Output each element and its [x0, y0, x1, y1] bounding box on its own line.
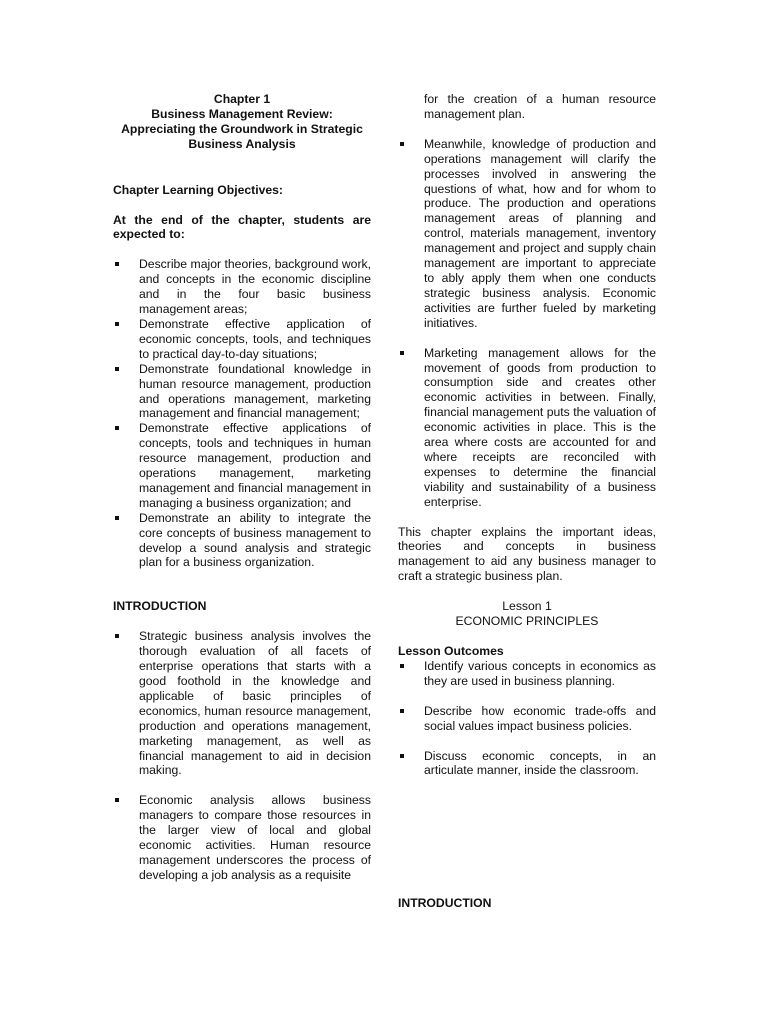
lesson-outcomes-list: [398, 659, 656, 778]
list-item: Marketing management allows for the movement of goods from production to consumption side and creates other economic activities in between. Finally, financial management puts the valuation of economic activities in place. This is the area where costs are accounted for and where receipts are reconciled with expenses to determine the financial viability and sustainability of a business enterprise.: [398, 346, 656, 510]
chapter-title-line-1: Business Management Review:: [151, 106, 333, 121]
bullet-icon: [115, 262, 119, 266]
bullet-icon: [115, 322, 119, 326]
lesson-introduction-heading: INTRODUCTION: [398, 896, 492, 911]
list-item: Identify various concepts in economics as they are used in business planning.: [398, 659, 656, 689]
list-item: Describe major theories, background work, and concepts in the economic discipline and in the four basic business management areas;: [113, 257, 371, 317]
chapter-title-block: [113, 92, 371, 152]
bullet-icon: [400, 709, 404, 713]
lesson-title-block: [398, 599, 656, 629]
objectives-intro: At the end of the chapter, students are expected to:: [113, 212, 371, 242]
objectives-heading: Chapter Learning Objectives:: [113, 182, 283, 197]
right-column: [398, 92, 656, 911]
list-item: Strategic business analysis involves the thorough evaluation of all facets of enterprise operations that starts with a good foothold in the knowledge and applicable of basic principles of economics, human resource management, production and operations management, marketing management, as well as financial management to aid in decision making.: [113, 629, 371, 778]
left-column: [113, 92, 371, 883]
list-item: Demonstrate foundational knowledge in human resource management, production and operations management, marketing management and financial management;: [113, 362, 371, 422]
bullet-icon: [115, 367, 119, 371]
list-item-continuation: for the creation of a human resource management plan.: [424, 92, 656, 121]
list-item: Demonstrate an ability to integrate the core concepts of business management to develop a sound analysis and strategic plan for a business organization.: [113, 511, 371, 571]
introduction-heading: INTRODUCTION: [113, 599, 207, 614]
objectives-list: [113, 257, 371, 570]
list-item: Demonstrate effective application of economic concepts, tools, and techniques to practical day-to-day situations;: [113, 317, 371, 362]
list-item: Economic analysis allows business managers to compare those resources in the larger view of local and global economic activities. Human resource management underscores the process of developing a job analysis as a requisite: [113, 793, 371, 882]
bullet-icon: [115, 634, 119, 638]
list-item: Demonstrate effective applications of concepts, tools and techniques in human resource management, production and operations management, marketing management and financial management in managing a business organization; and: [113, 421, 371, 510]
bullet-icon: [115, 426, 119, 430]
bullet-icon: [400, 351, 404, 355]
bullet-icon: [115, 798, 119, 802]
list-item: Discuss economic concepts, in an articulate manner, inside the classroom.: [398, 749, 656, 779]
chapter-title-line-3: Business Analysis: [188, 136, 296, 151]
chapter-title-line-2: Appreciating the Groundwork in Strategic: [121, 121, 363, 136]
lesson-outcomes-heading: Lesson Outcomes: [398, 644, 504, 658]
bullet-icon: [400, 664, 404, 668]
lesson-number: Lesson 1: [502, 599, 552, 614]
continuation-list: [398, 92, 656, 510]
list-item: Meanwhile, knowledge of production and operations management will clarify the processes involved in answering the questions of what, how and for whom to produce. The production and operations management areas of planning and control, materials management, inventory management and project and supply chain management are important to appreciate to ably apply them when one conducts strategic business analysis. Economic activities are further fueled by marketing initiatives.: [398, 137, 656, 331]
bullet-icon: [400, 754, 404, 758]
introduction-list: [113, 629, 371, 883]
chapter-summary: This chapter explains the important ideas, theories and concepts in business management to aid any business manager to craft a strategic business plan.: [398, 524, 656, 584]
bullet-icon: [400, 142, 404, 146]
chapter-number: Chapter 1: [213, 92, 271, 106]
bullet-icon: [115, 516, 119, 520]
lesson-title: ECONOMIC PRINCIPLES: [455, 614, 599, 629]
list-item: Describe how economic trade-offs and social values impact business policies.: [398, 704, 656, 734]
